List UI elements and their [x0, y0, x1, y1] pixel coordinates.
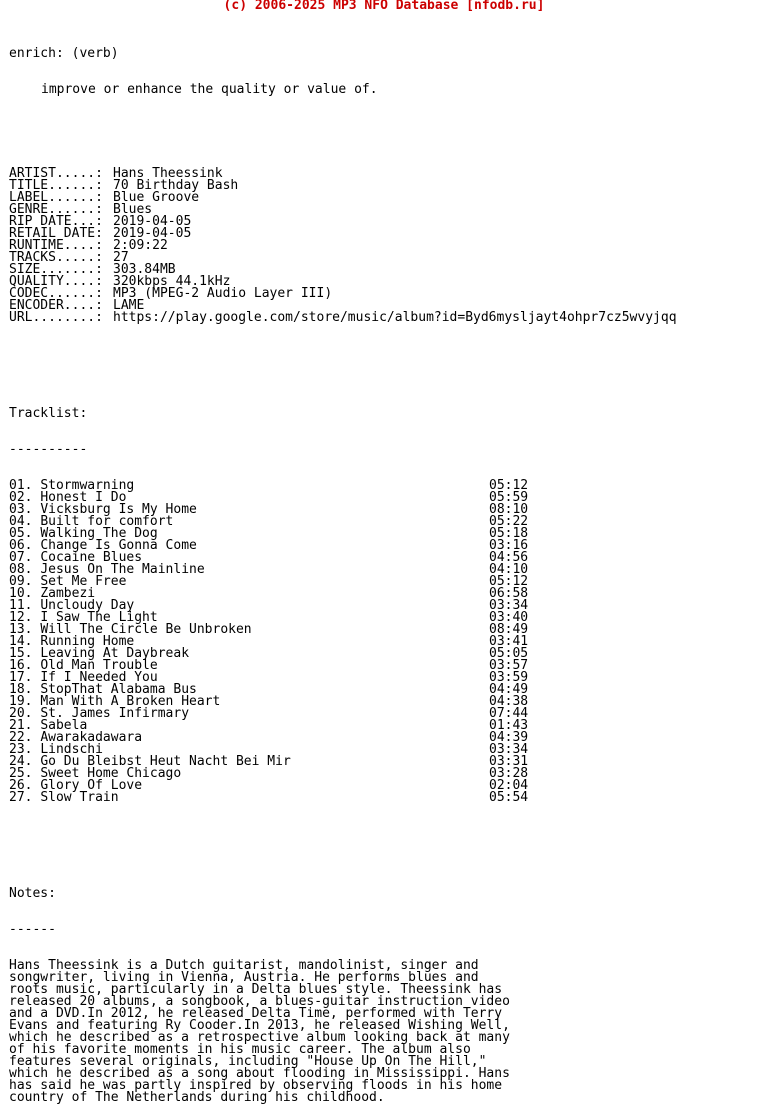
- track-number: 15.: [9, 646, 33, 661]
- info-label: SIZE.......:: [9, 262, 103, 277]
- track-number: 06.: [9, 538, 33, 553]
- info-value: LAME: [113, 298, 145, 313]
- track-number: 23.: [9, 742, 33, 757]
- track-number: 11.: [9, 598, 33, 613]
- info-label: RETAIL DATE:: [9, 226, 103, 241]
- track-title: Uncloudy Day: [40, 598, 135, 613]
- info-label: TITLE......:: [9, 178, 103, 193]
- track-duration: 03:41: [489, 634, 529, 649]
- notes-line: which he described as a retrospective album looking back at many: [9, 1030, 510, 1045]
- spacer: [9, 120, 677, 132]
- track-duration: 03:28: [489, 766, 529, 781]
- track-duration: 04:10: [489, 562, 529, 577]
- info-row: [9, 228, 677, 240]
- track-title: Running Home: [40, 634, 135, 649]
- info-row: [9, 180, 677, 192]
- info-row: [9, 216, 677, 228]
- track-row: [9, 792, 677, 804]
- track-number: 17.: [9, 670, 33, 685]
- notes-line: Evans and featuring Ry Cooder.In 2013, he released Wishing Well,: [9, 1018, 510, 1033]
- track-row: [9, 732, 677, 744]
- track-number: 26.: [9, 778, 33, 793]
- tracklist-heading: Tracklist:: [9, 406, 88, 421]
- info-label: LABEL......:: [9, 190, 103, 205]
- track-title: Old Man Trouble: [40, 658, 158, 673]
- notes-body: [9, 960, 677, 1104]
- track-duration: 03:59: [489, 670, 529, 685]
- track-title: Awarakadawara: [40, 730, 143, 745]
- info-value: 27: [113, 250, 129, 265]
- track-number: 27.: [9, 790, 33, 805]
- track-number: 03.: [9, 502, 33, 517]
- track-title: Sweet Home Chicago: [40, 766, 182, 781]
- info-label: QUALITY....:: [9, 274, 103, 289]
- album-url-link[interactable]: https://play.google.com/store/music/album?id=Byd6mysljayt4ohpr7cz5wvyjqq: [113, 310, 677, 325]
- track-number: 19.: [9, 694, 33, 709]
- track-number: 13.: [9, 622, 33, 637]
- track-number: 20.: [9, 706, 33, 721]
- info-value: Hans Theessink: [113, 166, 223, 181]
- track-title: Stormwarning: [40, 478, 135, 493]
- track-duration: 03:34: [489, 598, 529, 613]
- track-number: 05.: [9, 526, 33, 541]
- notes-line: of his favorite moments in his music career. The album also: [9, 1042, 471, 1057]
- track-title: Zambezi: [40, 586, 96, 601]
- track-duration: 06:58: [489, 586, 529, 601]
- track-duration: 04:56: [489, 550, 529, 565]
- tracklist: [9, 480, 677, 804]
- definition-term: enrich: (verb): [9, 46, 119, 61]
- track-title: Sabela: [40, 718, 88, 733]
- info-row: [9, 312, 677, 324]
- track-number: 25.: [9, 766, 33, 781]
- info-value: 2019-04-05: [113, 214, 192, 229]
- notes-line: roots music, particularly in a Delta blues style. Theessink has: [9, 982, 503, 997]
- track-duration: 05:12: [489, 478, 529, 493]
- info-value: Blue Groove: [113, 190, 200, 205]
- track-title: Man With A Broken Heart: [40, 694, 221, 709]
- track-duration: 08:49: [489, 622, 529, 637]
- info-block: [9, 168, 677, 324]
- info-label: ENCODER....:: [9, 298, 103, 313]
- track-duration: 03:31: [489, 754, 529, 769]
- track-duration: 07:44: [489, 706, 529, 721]
- info-value: 70 Birthday Bash: [113, 178, 239, 193]
- track-duration: 05:18: [489, 526, 529, 541]
- info-row: [9, 276, 677, 288]
- track-title: StopThat Alabama Bus: [40, 682, 197, 697]
- track-number: 21.: [9, 718, 33, 733]
- site-header: (c) 2006-2025 MP3 NFO Database [nfodb.ru]: [223, 0, 545, 13]
- track-duration: 03:34: [489, 742, 529, 757]
- info-row: [9, 192, 677, 204]
- track-duration: 03:57: [489, 658, 529, 673]
- track-number: 10.: [9, 586, 33, 601]
- info-label: RIP DATE...:: [9, 214, 103, 229]
- info-row: [9, 264, 677, 276]
- track-row: [9, 708, 677, 720]
- track-number: 09.: [9, 574, 33, 589]
- track-duration: 03:40: [489, 610, 529, 625]
- info-label: ARTIST.....:: [9, 166, 103, 181]
- info-label: GENRE......:: [9, 202, 103, 217]
- info-label: URL........:: [9, 310, 103, 325]
- notes-line: which he described as a song about flooding in Mississippi. Hans: [9, 1066, 510, 1081]
- track-duration: 05:05: [489, 646, 529, 661]
- notes-line: has said he was partly inspired by observing floods in his home: [9, 1078, 503, 1093]
- track-title: If I Needed You: [40, 670, 158, 685]
- track-number: 14.: [9, 634, 33, 649]
- track-title: Go Du Bleibst Heut Nacht Bei Mir: [40, 754, 291, 769]
- track-duration: 04:39: [489, 730, 529, 745]
- track-duration: 02:04: [489, 778, 529, 793]
- track-duration: 01:43: [489, 718, 529, 733]
- track-number: 22.: [9, 730, 33, 745]
- track-title: Glory Of Love: [40, 778, 143, 793]
- track-title: Cocaine Blues: [40, 550, 143, 565]
- track-row: [9, 576, 677, 588]
- track-title: Lindschi: [40, 742, 103, 757]
- notes-line: songwriter, living in Vienna, Austria. He performs blues and: [9, 970, 479, 985]
- notes-heading: Notes:: [9, 886, 56, 901]
- info-label: RUNTIME....:: [9, 238, 103, 253]
- track-title: Will The Circle Be Unbroken: [40, 622, 252, 637]
- track-title: Jesus On The Mainline: [40, 562, 205, 577]
- track-title: I Saw The Light: [40, 610, 158, 625]
- track-duration: 05:59: [489, 490, 529, 505]
- info-value: 303.84MB: [113, 262, 176, 277]
- track-title: St. James Infirmary: [40, 706, 190, 721]
- track-number: 04.: [9, 514, 33, 529]
- definition-meaning: improve or enhance the quality or value of.: [41, 82, 378, 97]
- info-value: 2019-04-05: [113, 226, 192, 241]
- track-duration: 05:12: [489, 574, 529, 589]
- track-number: 01.: [9, 478, 33, 493]
- info-label: CODEC......:: [9, 286, 103, 301]
- info-label: TRACKS.....:: [9, 250, 103, 265]
- info-value: 320kbps 44.1kHz: [113, 274, 231, 289]
- info-row: [9, 288, 677, 300]
- info-value: 2:09:22: [113, 238, 168, 253]
- info-row: [9, 168, 677, 180]
- notes-line: country of The Netherlands during his childhood.: [9, 1090, 385, 1105]
- notes-underline: ------: [9, 922, 56, 937]
- info-row: [9, 252, 677, 264]
- track-title: Slow Train: [40, 790, 119, 805]
- track-duration: 03:16: [489, 538, 529, 553]
- track-title: Set Me Free: [40, 574, 127, 589]
- notes-line: released 20 albums, a songbook, a blues-guitar instruction video: [9, 994, 510, 1009]
- info-row: [9, 240, 677, 252]
- track-duration: 08:10: [489, 502, 529, 517]
- track-number: 08.: [9, 562, 33, 577]
- info-value: MP3 (MPEG-2 Audio Layer III): [113, 286, 333, 301]
- track-title: Vicksburg Is My Home: [40, 502, 197, 517]
- track-number: 18.: [9, 682, 33, 697]
- track-title: Change Is Gonna Come: [40, 538, 197, 553]
- spacer: [9, 360, 677, 372]
- notes-line: and a DVD.In 2012, he released Delta Time, performed with Terry: [9, 1006, 503, 1021]
- track-title: Honest I Do: [40, 490, 127, 505]
- track-title: Leaving At Daybreak: [40, 646, 190, 661]
- track-duration: 05:22: [489, 514, 529, 529]
- track-title: Walking The Dog: [40, 526, 158, 541]
- track-number: 24.: [9, 754, 33, 769]
- spacer: [9, 840, 677, 852]
- track-title: Built for comfort: [40, 514, 174, 529]
- nfo-document: [9, 24, 677, 1116]
- notes-line: Hans Theessink is a Dutch guitarist, mandolinist, singer and: [9, 958, 479, 973]
- track-number: 16.: [9, 658, 33, 673]
- info-value: Blues: [113, 202, 153, 217]
- info-row: [9, 204, 677, 216]
- track-number: 02.: [9, 490, 33, 505]
- track-duration: 05:54: [489, 790, 529, 805]
- track-duration: 04:49: [489, 682, 529, 697]
- track-duration: 04:38: [489, 694, 529, 709]
- track-number: 07.: [9, 550, 33, 565]
- notes-line: features several originals, including "House Up On The Hill,": [9, 1054, 487, 1069]
- tracklist-underline: ----------: [9, 442, 88, 457]
- track-number: 12.: [9, 610, 33, 625]
